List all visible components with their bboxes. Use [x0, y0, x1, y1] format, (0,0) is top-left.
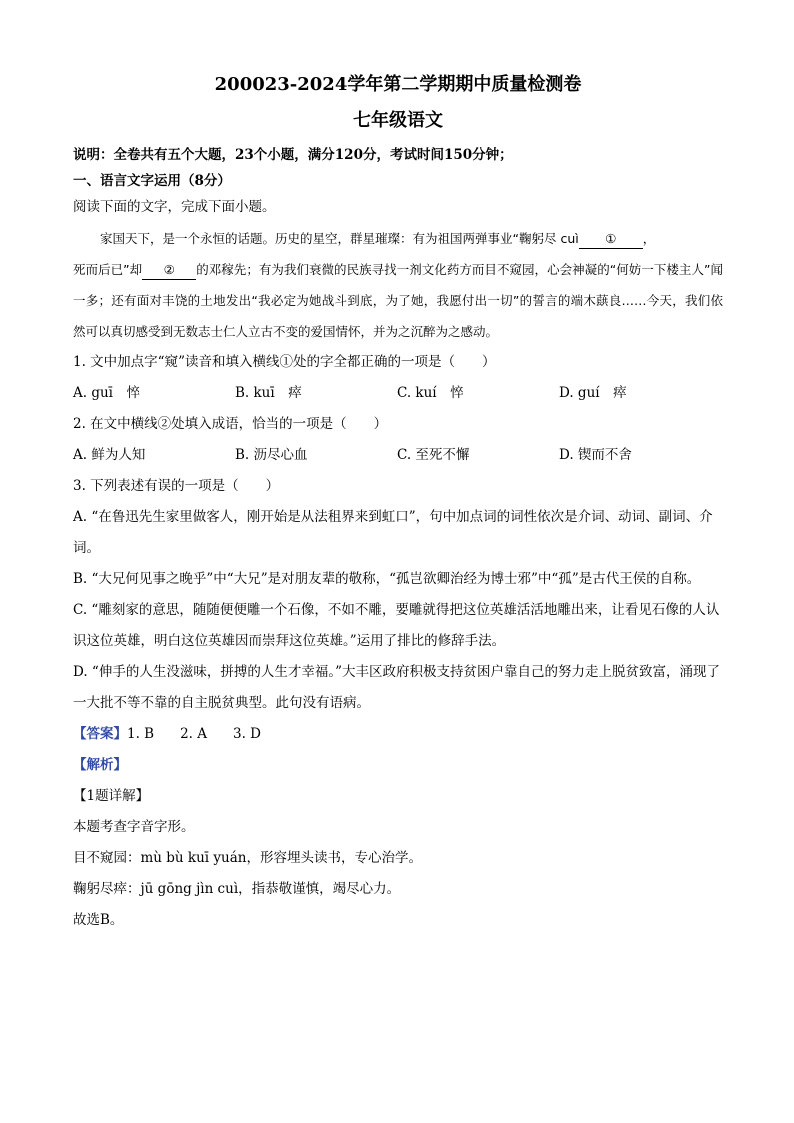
passage-part-4: 的邓稼先；有为我们衰微的民族寻找一剂文化药方而目不窥园，心会神凝的“何妨一下楼主人”闻一多；还有面对丰饶的土地发出“我必定为她战斗到底，为了她，我愿付出一切”的誓言的端木蕻良……今天，我们依然可以真切感受到无数志士仁人立古不变的爱国情怀，并为之沉醉为之感动。	[73, 262, 723, 339]
option-a: A. guī 悴	[73, 385, 140, 401]
blank-2: ②	[142, 261, 196, 280]
analysis-label: 【解析】	[73, 757, 127, 773]
option-d: D. 锲而不舍	[559, 447, 632, 463]
detail-line: 故选B。	[73, 912, 124, 928]
answer-3: 3. D	[233, 726, 262, 742]
option-b: B. 沥尽心血	[235, 447, 308, 463]
blank-1: ①	[579, 230, 643, 249]
option-c: C. 至死不懈	[397, 447, 470, 463]
passage-part-2: ，	[642, 231, 656, 246]
question-3-option-a: A. “在鲁迅先生家里做客人，刚开始是从法租界来到虹口”，句中加点词的词性依次是介词、动词、副词、介词。	[73, 509, 713, 556]
exam-title: 200023-2024学年第二学期期中质量检测卷	[214, 74, 582, 95]
passage-part-1: 家国天下，是一个永恒的话题。历史的星空，群星璀璨：有为祖国两弹事业“鞠躬尽 cuì	[100, 231, 579, 246]
question-3-option-c: C. “雕刻家的意思，随随便便雕一个石像，不如不雕，要雕就得把这位英雄活活地雕出来，让看见石像的人认识这位英雄，明白这位英雄因而崇拜这位英雄。”运用了排比的修辞手法。	[73, 602, 720, 649]
question-2-stem: 2. 在文中横线②处填入成语，恰当的一项是（ ）	[73, 416, 388, 432]
answer-label: 【答案】	[73, 726, 127, 742]
question-1-stem: 1. 文中加点字“窥”读音和填入横线①处的字全都正确的一项是（ ）	[73, 354, 496, 370]
option-a: A. 鲜为人知	[73, 447, 146, 463]
option-b: B. kuī 瘁	[235, 385, 302, 401]
instruction-text: 阅读下面的文字，完成下面小题。	[73, 199, 276, 215]
exam-page	[73, 70, 723, 936]
answer-1: 1. B	[127, 726, 155, 742]
option-d: D. guí 瘁	[559, 385, 627, 401]
detail-line: 目不窥园：mù bù kuī yuán，形容埋头读书，专心治学。	[73, 850, 422, 866]
passage-part-3: 死而后已”却	[73, 262, 143, 277]
exam-subtitle: 七年级语文	[353, 110, 443, 131]
detail-line: 本题考查字音字形。	[73, 819, 195, 835]
detail-label: 【1题详解】	[73, 788, 150, 804]
reading-passage	[73, 223, 723, 347]
question-1-options	[73, 378, 723, 409]
answer-2: 2. A	[180, 726, 208, 742]
answer-line	[73, 719, 723, 750]
question-2-options	[73, 440, 723, 471]
question-3-option-b: B. “大兄何见事之晚乎”中“大兄”是对朋友辈的敬称，“孤岂欲卿治经为博士邪”中“孤”是古代王侯的自称。	[73, 571, 701, 587]
option-c: C. kuí 悴	[397, 385, 464, 401]
question-3-option-d: D. “伸手的人生没滋味，拼搏的人生才幸福。”大丰区政府积极支持贫困户靠自己的努力走上脱贫致富，涌现了一大批不等不靠的自主脱贫典型。此句没有语病。	[73, 664, 720, 711]
detail-line: 鞠躬尽瘁：jū gōng jìn cuì，指恭敬谨慎，竭尽心力。	[73, 881, 401, 897]
question-3-stem: 3. 下列表述有误的一项是（ ）	[73, 478, 280, 494]
exam-note: 说明：全卷共有五个大题，23个小题，满分120分，考试时间150分钟；	[73, 147, 513, 163]
section-heading: 一、语言文字运用（8分）	[73, 173, 231, 189]
